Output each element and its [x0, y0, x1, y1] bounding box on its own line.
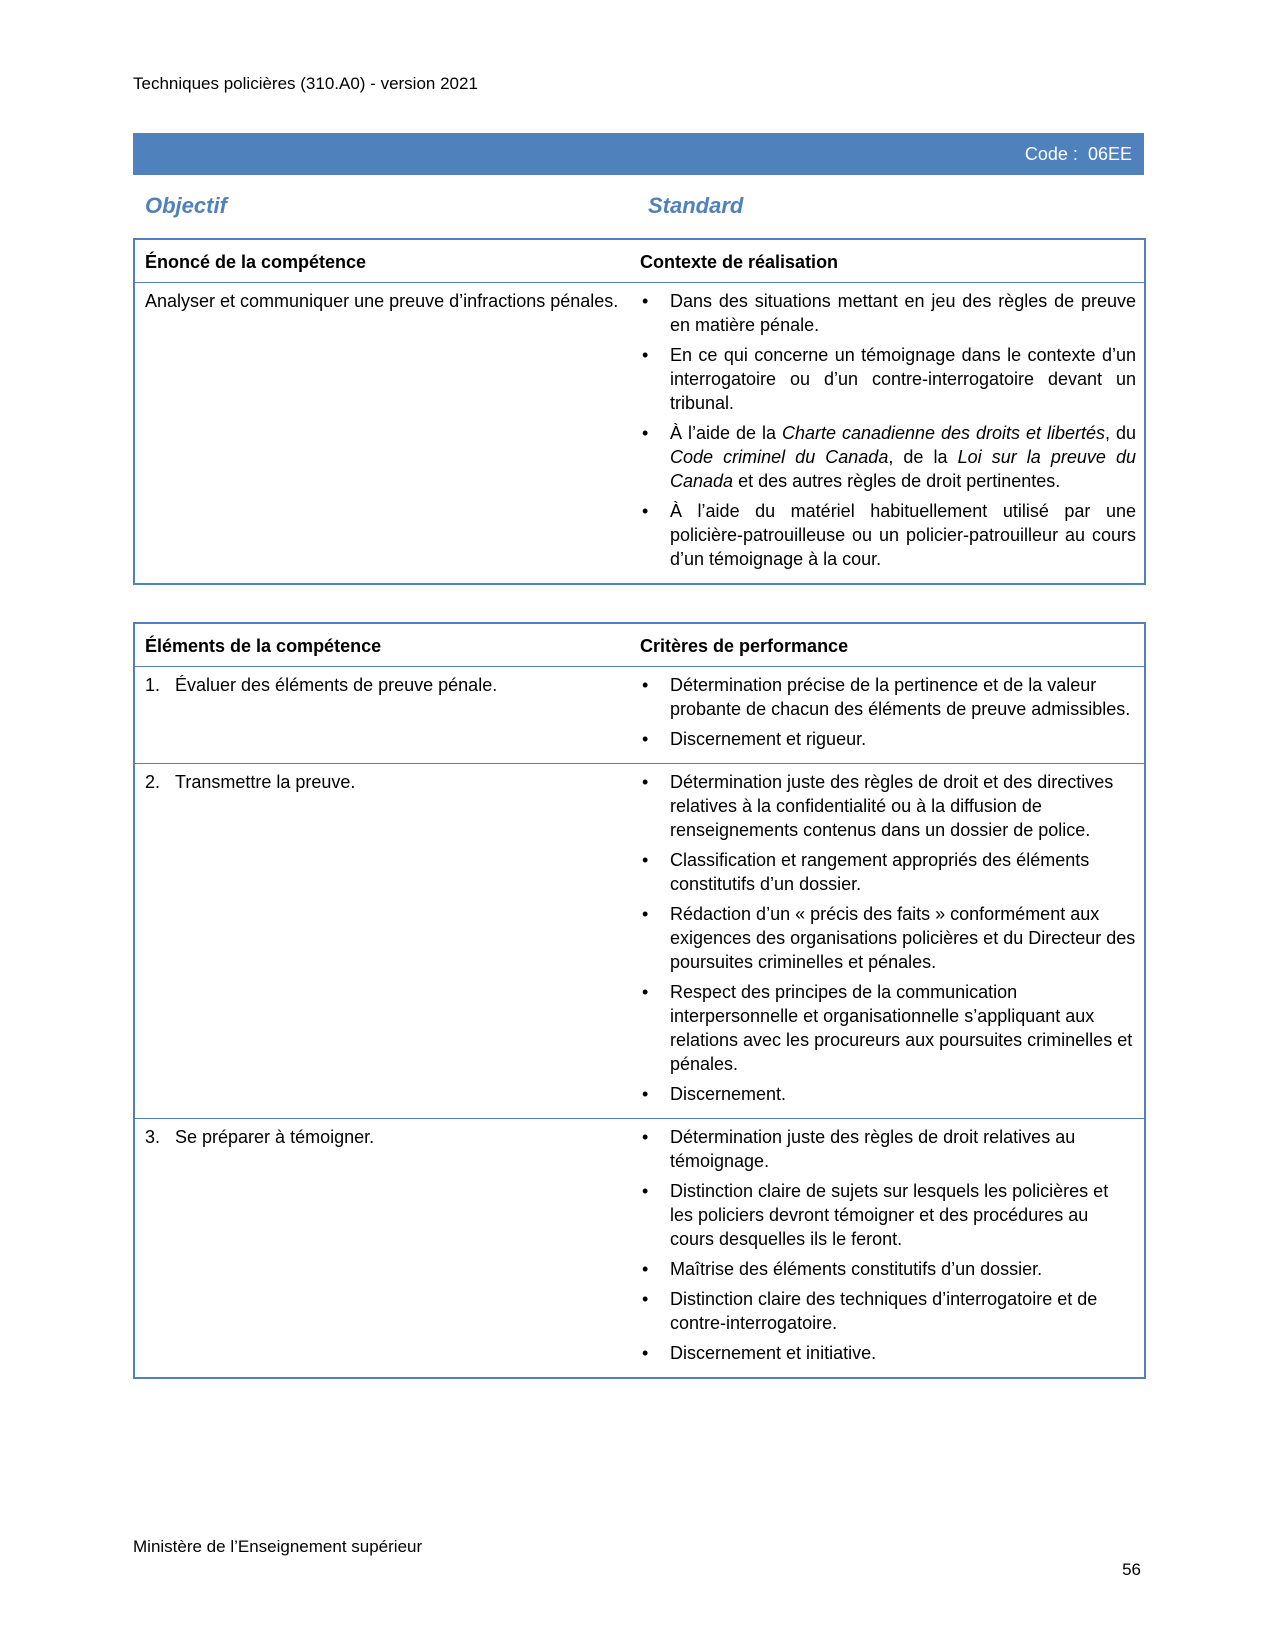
- competency-code: [1025, 144, 1132, 165]
- context-header: Contexte de réalisation: [630, 239, 1145, 283]
- code-label: Code :: [1024, 144, 1078, 164]
- objective-heading: Objectif: [145, 193, 227, 218]
- elements-header: Éléments de la compétence: [134, 623, 630, 667]
- criterion-item: • Détermination précise de la pertinence et de la valeur probante de chacun des éléments de preuve admissibles.: [640, 673, 1136, 721]
- element-number: 2.: [145, 772, 161, 792]
- criteria-list: [640, 673, 1136, 751]
- element-number: 1.: [145, 675, 161, 695]
- criterion-item: • Classification et rangement appropriés des éléments constitutifs d’un dossier.: [640, 848, 1136, 896]
- context-item: • À l’aide de la Charte canadienne des droits et libertés, du Code criminel du Canada, de la Loi sur la preuve du Canada et des autres règles de droit pertinentes.: [640, 421, 1136, 493]
- element-cell: [134, 667, 630, 764]
- competence-statement: Analyser et communiquer une preuve d’infractions pénales.: [145, 291, 619, 311]
- criterion-item: • Distinction claire des techniques d’interrogatoire et de contre-interrogatoire.: [640, 1287, 1136, 1335]
- table-row: [134, 667, 1145, 764]
- standard-heading: Standard: [648, 193, 744, 218]
- context-item: • En ce qui concerne un témoignage dans le contexte d’un interrogatoire ou d’un contre-interrogatoire devant un tribunal.: [640, 343, 1136, 415]
- criterion-item: • Rédaction d’un « précis des faits » conformément aux exigences des organisations policières et du Directeur des poursuites criminelles et pénales.: [640, 902, 1136, 974]
- elements-table: [133, 622, 1146, 1379]
- table-row: [134, 764, 1145, 1119]
- table-row: [134, 1119, 1145, 1379]
- criteria-cell: [630, 764, 1145, 1119]
- statement-header: Énoncé de la compétence: [134, 239, 630, 283]
- context-item: • Dans des situations mettant en jeu des règles de preuve en matière pénale.: [640, 289, 1136, 337]
- criteria-header: Critères de performance: [630, 623, 1145, 667]
- element-text: Se préparer à témoigner.: [175, 1127, 375, 1147]
- footer-ministry: Ministère de l’Enseignement supérieur: [133, 1537, 423, 1556]
- criteria-cell: [630, 1119, 1145, 1379]
- criteria-list: [640, 770, 1136, 1106]
- element-cell: [134, 1119, 630, 1379]
- criterion-item: • Discernement.: [640, 1082, 1136, 1106]
- criterion-item: • Maîtrise des éléments constitutifs d’un dossier.: [640, 1257, 1136, 1281]
- criterion-item: • Détermination juste des règles de droit relatives au témoignage.: [640, 1125, 1136, 1173]
- criterion-item: • Discernement et initiative.: [640, 1341, 1136, 1365]
- code-value: 06EE: [1087, 144, 1132, 164]
- criteria-list: [640, 1125, 1136, 1365]
- criterion-item: • Respect des principes de la communication interpersonnelle et organisationnelle s’appliquant aux relations avec les procureurs aux poursuites criminelles et pénales.: [640, 980, 1136, 1076]
- element-number: 3.: [145, 1127, 161, 1147]
- context-cell: [630, 283, 1145, 585]
- page-number: 56: [1122, 1560, 1141, 1579]
- document-header: Techniques policières (310.A0) - version 2021: [133, 74, 478, 93]
- competence-table: [133, 238, 1146, 585]
- element-text: Transmettre la preuve.: [175, 772, 356, 792]
- criteria-cell: [630, 667, 1145, 764]
- criterion-item: • Discernement et rigueur.: [640, 727, 1136, 751]
- criterion-item: • Détermination juste des règles de droit et des directives relatives à la confidentialité ou à la diffusion de renseignements contenus dans un dossier de police.: [640, 770, 1136, 842]
- element-text: Évaluer des éléments de preuve pénale.: [175, 675, 498, 695]
- context-item: • À l’aide du matériel habituellement utilisé par une policière-patrouilleuse ou un policier-patrouilleur au cours d’un témoignage à la cour.: [640, 499, 1136, 571]
- context-list: [640, 289, 1136, 571]
- code-bar: [133, 133, 1144, 175]
- criterion-item: • Distinction claire de sujets sur lesquels les policières et les policiers devront témoigner et des procédures au cours desquelles ils le feront.: [640, 1179, 1136, 1251]
- element-cell: [134, 764, 630, 1119]
